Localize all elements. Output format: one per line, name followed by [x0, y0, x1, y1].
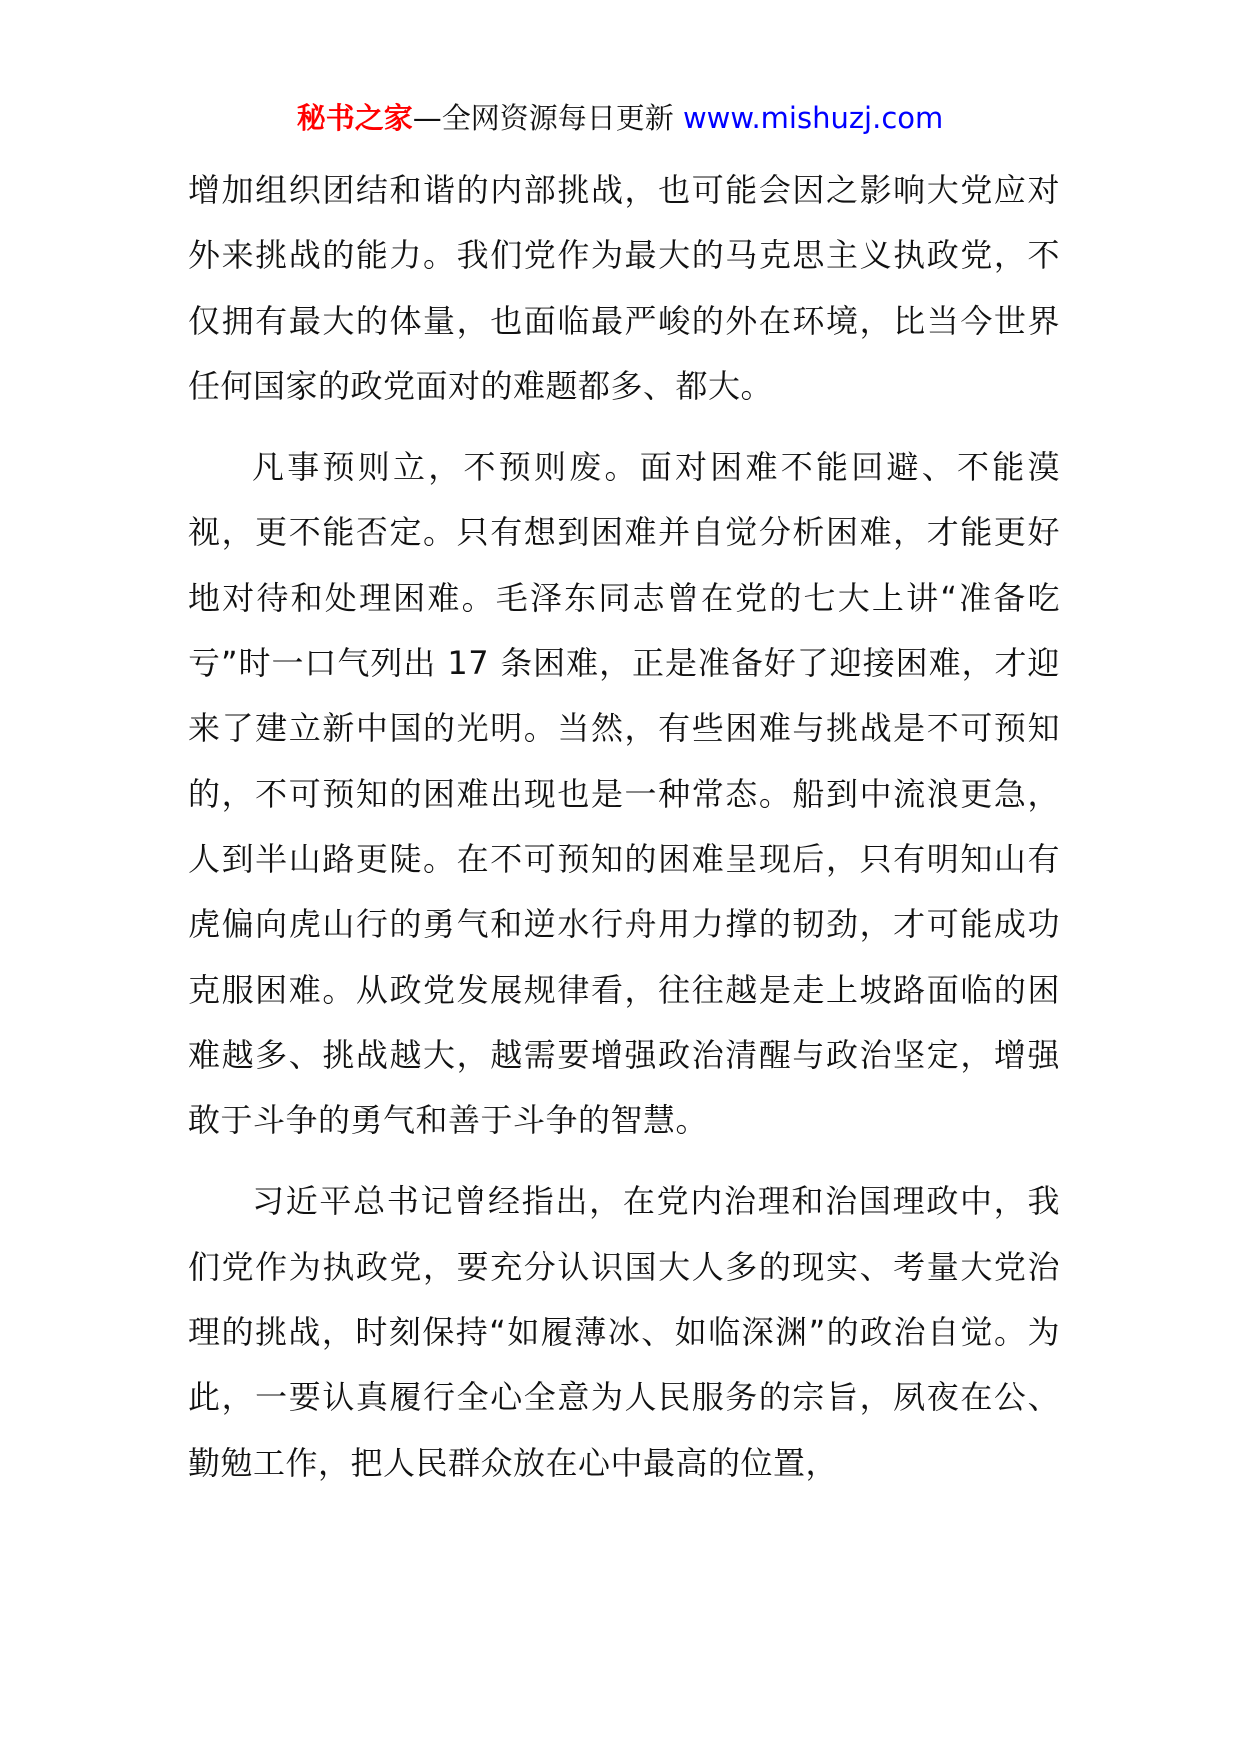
site-header: [0, 98, 1240, 138]
header-tagline: —全网资源每日更新: [412, 101, 683, 135]
paragraph-continuation: 增加组织团结和谐的内部挑战，也可能会因之影响大党应对外来挑战的能力。我们党作为最大的马克思主义执政党，不仅拥有最大的体量，也面临最严峻的外在环境，比当今世界任何国家的政党面对的难题都多、都大。: [188, 171, 1060, 405]
site-url-link[interactable]: www.mishuzj.com: [682, 101, 944, 135]
paragraph: 习近平总书记曾经指出，在党内治理和治国理政中，我们党作为执政党，要充分认识国大人多的现实、考量大党治理的挑战，时刻保持“如履薄冰、如临深渊”的政治自觉。为此，一要认真履行全心全意为人民服务的宗旨，夙夜在公、勤勉工作，把人民群众放在心中最高的位置，: [188, 1182, 1060, 1482]
paragraph: 凡事预则立，不预则废。面对困难不能回避、不能漠视，更不能否定。只有想到困难并自觉分析困难，才能更好地对待和处理困难。毛泽东同志曾在党的七大上讲“准备吃亏”时一口气列出 17 条困难，正是准备好了迎接困难，才迎来了建立新中国的光明。当然，有些困难与挑战是不可预知的，不可预知的困难出现也是一种常态。船到中流浪更急，人到半山路更陡。在不可预知的困难呈现后，只有明知山有虎偏向虎山行的勇气和逆水行舟用力撑的韧劲，才可能成功克服困难。从政党发展规律看，往往越是走上坡路面临的困难越多、挑战越大，越需要增强政治清醒与政治坚定，增强敢于斗争的勇气和善于斗争的智慧。: [188, 448, 1060, 1140]
article-body: [188, 158, 1060, 1512]
brand-name: 秘书之家: [296, 101, 413, 135]
